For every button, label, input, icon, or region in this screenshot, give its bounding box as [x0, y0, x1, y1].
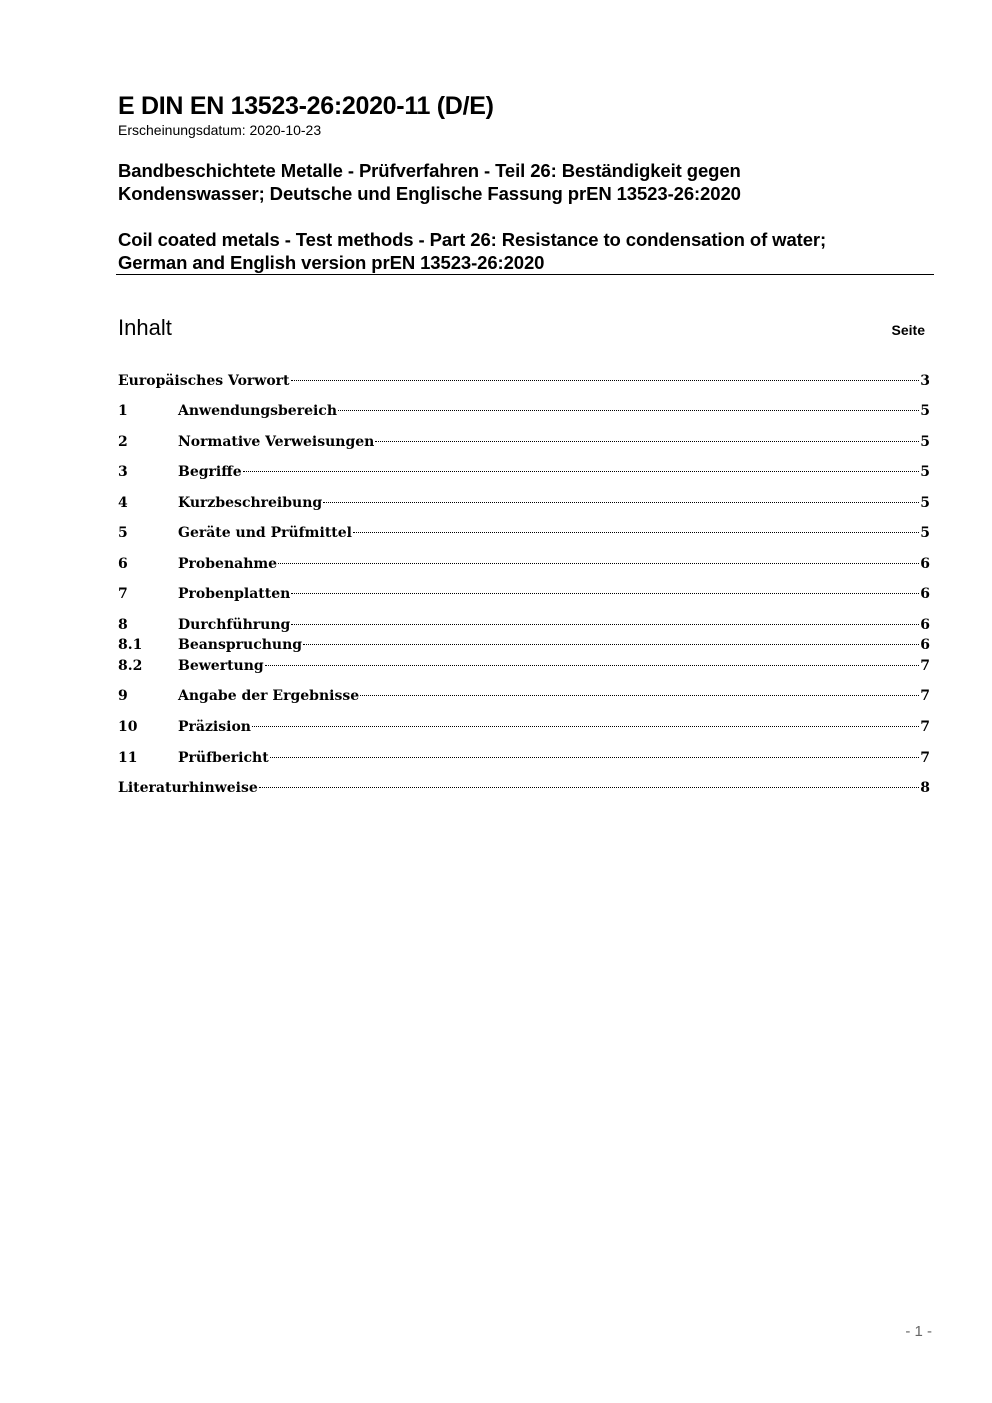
title-german: [118, 159, 934, 205]
toc-dot-leader: [270, 757, 920, 758]
title-german-line-1: Bandbeschichtete Metalle - Prüfverfahren - Teil 26: Beständigkeit gegen: [118, 160, 741, 181]
toc-entry[interactable]: [118, 656, 930, 676]
toc-entry-number: 3: [118, 464, 128, 480]
toc-entry-label: Europäisches Vorwort: [118, 373, 290, 389]
toc-entry-label: Kurzbeschreibung: [178, 495, 323, 511]
toc-entry-label: Durchführung: [178, 617, 291, 633]
title-english-line-1: Coil coated metals - Test methods - Part 26: Resistance to condensation of water;: [118, 229, 827, 250]
toc-entry[interactable]: [118, 584, 930, 604]
toc-dot-leader: [303, 644, 919, 645]
page-column-label: Seite: [891, 322, 925, 338]
toc-entry-label: Beanspruchung: [178, 637, 303, 653]
toc-entry[interactable]: [118, 493, 930, 513]
toc-entry-number: 2: [118, 434, 128, 450]
toc-entry-label: Probenplatten: [178, 586, 291, 602]
toc-entry-label: Anwendungsbereich: [178, 403, 337, 419]
toc-entry-page: 6: [920, 637, 930, 653]
title-english: [118, 228, 934, 274]
toc-entry[interactable]: [118, 432, 930, 452]
toc-entry[interactable]: [118, 523, 930, 543]
toc-entry-page: 5: [920, 495, 930, 511]
toc-entry-page: 7: [920, 719, 930, 735]
toc-entry[interactable]: [118, 615, 930, 635]
toc-entry-page: 5: [920, 464, 930, 480]
toc-entry[interactable]: [118, 554, 930, 574]
toc-entry-page: 7: [920, 688, 930, 704]
toc-entry-label: Prüfbericht: [178, 750, 269, 766]
document-header: [118, 92, 934, 273]
toc-entry-number: 1: [118, 403, 128, 419]
toc-entry-number: 6: [118, 556, 128, 572]
toc-heading: Inhalt: [118, 315, 172, 340]
header-divider: [116, 274, 934, 275]
toc-dot-leader: [323, 502, 919, 503]
toc-entry-number: 8.2: [118, 658, 143, 674]
toc-dot-leader: [338, 410, 919, 411]
toc-entry-label: Normative Verweisungen: [178, 434, 375, 450]
toc-dot-leader: [291, 380, 920, 381]
toc-entry[interactable]: [118, 686, 930, 706]
toc-dot-leader: [252, 726, 919, 727]
toc-dot-leader: [291, 624, 919, 625]
toc-entry-number: 10: [118, 719, 138, 735]
toc-entry[interactable]: [118, 778, 930, 798]
toc-entry-label: Probenahme: [178, 556, 278, 572]
toc-entry-number: 11: [118, 750, 138, 766]
toc-entry-number: 8: [118, 617, 128, 633]
toc-entry-label: Bewertung: [178, 658, 264, 674]
toc-dot-leader: [265, 665, 920, 666]
toc-entry-label: Geräte und Prüfmittel: [178, 525, 352, 541]
toc-entry[interactable]: [118, 462, 930, 482]
toc-dot-leader: [259, 787, 920, 788]
toc-entry-number: 8.1: [118, 637, 143, 653]
toc-entry[interactable]: [118, 401, 930, 421]
toc-entry[interactable]: [118, 635, 930, 655]
toc-entry-page: 7: [920, 658, 930, 674]
title-german-line-2: Kondenswasser; Deutsche und Englische Fassung prEN 13523-26:2020: [118, 183, 741, 204]
toc-dot-leader: [291, 593, 919, 594]
toc-entry[interactable]: [118, 371, 930, 391]
toc-entry[interactable]: [118, 748, 930, 768]
toc-entry-page: 6: [920, 617, 930, 633]
toc-entry-page: 8: [920, 780, 930, 796]
toc-entry-number: 7: [118, 586, 128, 602]
publication-date: Erscheinungsdatum: 2020-10-23: [118, 122, 322, 138]
toc-dot-leader: [375, 441, 919, 442]
toc-entry-number: 9: [118, 688, 128, 704]
toc-entry-label: Literaturhinweise: [118, 780, 258, 796]
toc-dot-leader: [360, 695, 919, 696]
toc-entry-page: 5: [920, 525, 930, 541]
toc-entry-number: 4: [118, 495, 128, 511]
toc-entry-page: 5: [920, 434, 930, 450]
toc-dot-leader: [353, 532, 919, 533]
toc-dot-leader: [243, 471, 920, 472]
toc-entry-number: 5: [118, 525, 128, 541]
document-id: E DIN EN 13523-26:2020-11 (D/E): [118, 92, 494, 120]
toc-entry-page: 6: [920, 556, 930, 572]
title-english-line-2: German and English version prEN 13523-26:2020: [118, 252, 545, 273]
toc-entry-page: 3: [920, 373, 930, 389]
toc-entry[interactable]: [118, 717, 930, 737]
toc-entry-label: Angabe der Ergebnisse: [178, 688, 360, 704]
toc-dot-leader: [278, 563, 919, 564]
page-number: - 1 -: [905, 1323, 932, 1340]
toc-entry-page: 6: [920, 586, 930, 602]
toc-entry-page: 5: [920, 403, 930, 419]
toc-entry-label: Präzision: [178, 719, 251, 735]
toc-entry-page: 7: [920, 750, 930, 766]
toc-entry-label: Begriffe: [178, 464, 242, 480]
